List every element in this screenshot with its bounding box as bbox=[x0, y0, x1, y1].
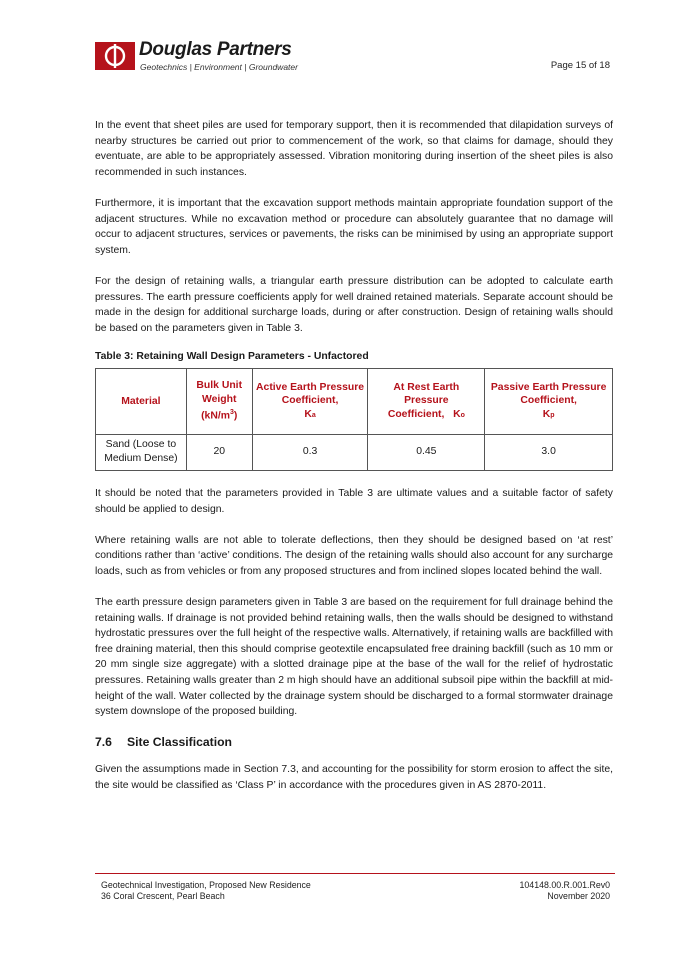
paragraph-sheet-piles: In the event that sheet piles are used for temporary support, then it is recommended that dilapidation surveys of nearby structures be carried out prior to commencement of the work, so that claims for damage, should they eventuate, are able to be appropriately assessed. Vibration monitoring during insertion of the sheet piles is also recommended in such instances. bbox=[95, 120, 613, 178]
cell-passive: 3.0 bbox=[485, 434, 613, 470]
header-active-coefficient: Active Earth Pressure Coefficient, Ka bbox=[252, 368, 368, 434]
company-tagline: Geotechnics | Environment | Groundwater bbox=[140, 62, 298, 72]
retaining-wall-parameters-table bbox=[95, 368, 613, 471]
cell-at-rest: 0.45 bbox=[368, 434, 485, 470]
paragraph-drainage: The earth pressure design parameters given in Table 3 are based on the requirement for full drainage behind the retaining walls. If drainage is not provided behind retaining walls, then the walls should be designed to withstand hydrostatic pressures over the full height of the respective walls. Alternatively, if retaining walls are backfilled with free draining material, then this should comprise geotextile encapsulated free draining backfill (such as 10 mm or 20 mm single size aggregate) with a slotted drainage pipe at the base of the wall for the relief of hydrostatic pressures. Retaining walls greater than 2 m high should have an additional subsoil pipe within the backfill at mid-height of the wall. Water collected by the drainage system should be discharged to a formal stormwater drainage system downslope of the proposed building. bbox=[95, 597, 613, 718]
table-caption: Table 3: Retaining Wall Design Parameters - Unfactored bbox=[95, 350, 369, 362]
cell-material: Sand (Loose to Medium Dense) bbox=[96, 434, 187, 470]
header-material: Material bbox=[96, 368, 187, 434]
page-footer bbox=[95, 873, 615, 901]
section-number: 7.6 bbox=[95, 735, 112, 750]
section-heading bbox=[95, 735, 613, 749]
paragraph-excavation-support: Furthermore, it is important that the excavation support methods maintain appropriate foundation support of the adjacent structures. While no excavation method or procedure can absolutely guarantee that no damage will occur to adjacent structures, services or pavements, the risks can be minimised by using an appropriate support system. bbox=[95, 197, 613, 256]
company-name: Douglas Partners bbox=[139, 39, 292, 60]
page-number: Page 15 of 18 bbox=[550, 60, 610, 71]
paragraph-retaining-walls: For the design of retaining walls, a triangular earth pressure distribution can be adopted to calculate earth pressures. The earth pressure coefficients apply for well drained retained materials. Separate account should be made in the design for additional surcharge loads, during or after construction. Design of retaining walls should be based on the parameters given in Table 3. bbox=[95, 275, 613, 334]
header-passive-coefficient: Passive Earth Pressure Coefficient, Kp bbox=[485, 368, 613, 434]
paragraph-at-rest-conditions: Where retaining walls are not able to tolerate deflections, then they should be designed based on ‘at rest’ conditions rather than ‘active’ conditions. The design of the retaining walls should also account for any surcharge loads, such as from vehicles or from any proposed structures and from inclined slopes located behind the wall. bbox=[95, 534, 613, 577]
footer-project: Geotechnical Investigation, Proposed New Residence 36 Coral Crescent, Pearl Beach bbox=[101, 880, 311, 901]
header-bulk-unit-weight: Bulk Unit Weight $(kN/m^3)$ bbox=[186, 368, 252, 434]
cell-active: 0.3 bbox=[252, 434, 368, 470]
section-title: Site Classification bbox=[127, 735, 232, 750]
company-logo-icon bbox=[95, 42, 135, 70]
footer-reference: 104148.00.R.001.Rev0 November 2020 bbox=[519, 880, 610, 901]
cell-bulk-unit-weight: 20 bbox=[186, 434, 252, 470]
document-body bbox=[95, 118, 613, 809]
page-header bbox=[95, 40, 615, 80]
paragraph-site-classification: Given the assumptions made in Section 7.3, and accounting for the possibility for storm erosion to affect the site, the site would be classified as ‘Class P’ in accordance with the procedures given in AS 2870-2011. bbox=[95, 764, 613, 791]
table-row bbox=[96, 434, 613, 470]
paragraph-ultimate-values: It should be noted that the parameters provided in Table 3 are ultimate values and a suitable factor of safety should be applied to design. bbox=[95, 487, 613, 515]
header-at-rest-coefficient: At Rest Earth Pressure Coefficient, Ko bbox=[368, 368, 485, 434]
table-header-row bbox=[96, 368, 613, 434]
